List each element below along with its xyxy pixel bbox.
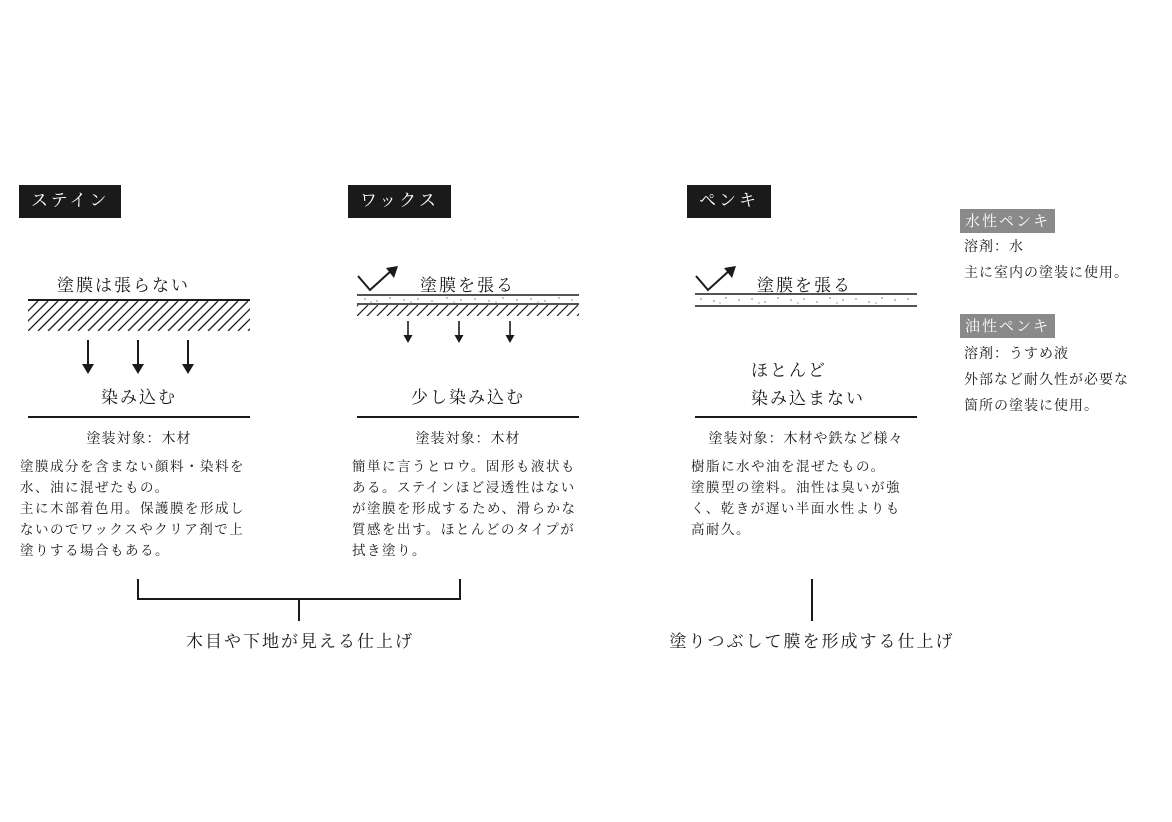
desc-line: 水、油に混ぜたもの。: [20, 480, 170, 496]
desc-line: 塗りする場合もある。: [20, 543, 170, 559]
summary-right-label: 塗りつぶして膜を形成する仕上げ: [669, 632, 955, 652]
desc-line: 質感を出す。ほとんどのタイプが: [352, 522, 576, 538]
wax-target: 塗装対象：木材: [415, 431, 521, 447]
wax-tag: ワックス: [348, 185, 451, 218]
water-paint-tag: 水性ペンキ: [960, 209, 1055, 233]
wax-description: [352, 457, 576, 562]
note-line: 外部など耐久性が必要な: [964, 372, 1129, 388]
note-line: 箇所の塗装に使用。: [964, 398, 1099, 414]
wax-film-label: 塗膜を張る: [420, 276, 515, 296]
stain-divider: [28, 416, 250, 418]
desc-line: 樹脂に水や油を混ぜたもの。: [691, 459, 886, 475]
stain-wood-hatch: [28, 299, 250, 331]
desc-line: が塗膜を形成するため、滑らかな: [352, 501, 577, 517]
paint-tag: ペンキ: [687, 185, 771, 218]
wax-penetration-arrows: [400, 321, 520, 345]
stain-target: 塗装対象：木材: [86, 431, 192, 447]
stain-tag: ステイン: [19, 185, 121, 218]
wax-divider: [357, 416, 579, 418]
wax-result-label: 少し染み込む: [411, 388, 525, 408]
paint-film-layer: [695, 293, 917, 309]
stain-film-label: 塗膜は張らない: [57, 276, 190, 296]
stain-result-label: 染み込む: [101, 388, 177, 408]
paint-film-arrow: [696, 266, 740, 294]
summary-left-label: 木目や下地が見える仕上げ: [186, 632, 414, 652]
desc-line: 高耐久。: [691, 522, 751, 538]
desc-line: ないのでワックスやクリア剤で上: [20, 522, 245, 538]
stain-penetration-arrows: [80, 340, 220, 376]
water-paint-notes: [964, 234, 1129, 286]
desc-line: 拭き塗り。: [352, 543, 427, 559]
desc-line: 塗膜型の塗料。油性は臭いが強: [691, 480, 901, 496]
paint-result-line-1: ほとんど: [751, 361, 827, 381]
right-connector: [810, 579, 814, 623]
paint-target: 塗装対象：木材や鉄など様々: [708, 431, 904, 447]
wax-film-arrow: [358, 266, 402, 294]
stain-description: [20, 457, 245, 562]
desc-line: 塗膜成分を含まない顔料・染料を: [20, 459, 245, 475]
oil-paint-tag: 油性ペンキ: [960, 314, 1055, 338]
left-bracket: [136, 579, 466, 623]
note-line: 溶剤：水: [964, 239, 1024, 255]
paint-film-label: 塗膜を張る: [757, 276, 852, 296]
paint-divider: [695, 416, 917, 418]
desc-line: く、乾きが遅い半面水性よりも: [691, 501, 901, 517]
note-line: 主に室内の塗装に使用。: [964, 265, 1129, 281]
paint-result-label: [751, 357, 865, 413]
desc-line: ある。ステインほど浸透性はない: [352, 480, 576, 496]
paint-description: [691, 457, 901, 541]
oil-paint-notes: [964, 341, 1129, 419]
desc-line: 簡単に言うとロウ。固形も液状も: [352, 459, 576, 475]
wax-wood-layers: [357, 294, 579, 316]
note-line: 溶剤：うすめ液: [964, 346, 1069, 362]
desc-line: 主に木部着色用。保護膜を形成し: [20, 501, 245, 517]
paint-result-line-2: 染み込まない: [751, 389, 865, 409]
